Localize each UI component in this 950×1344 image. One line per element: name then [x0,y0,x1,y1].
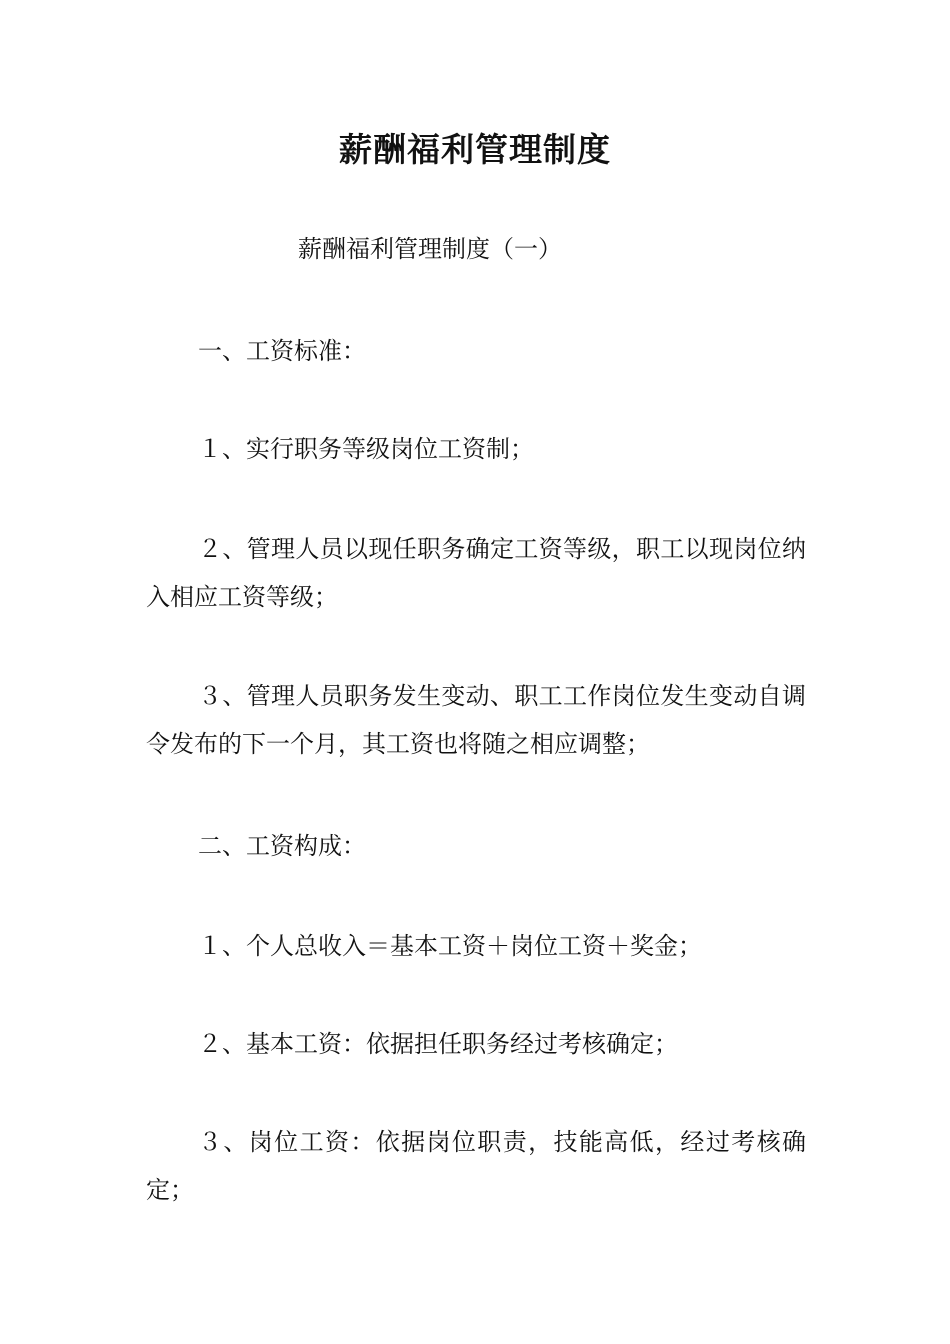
paragraph-item: １、实行职务等级岗位工资制； [198,435,534,463]
paragraph-item: ２、基本工资：依据担任职务经过考核确定； [198,1030,678,1058]
paragraph-item: ２、管理人员以现任职务确定工资等级，职工以现岗位纳入相应工资等级； [146,535,806,611]
paragraph-item: ３、岗位工资：依据岗位职责，技能高低，经过考核确定； [146,1128,806,1204]
paragraph-item: ３、管理人员职务发生变动、职工工作岗位发生变动自调令发布的下一个月，其工资也将随之相应调整； [146,682,806,758]
section-heading-salary-standard: 一、工资标准： [198,337,366,365]
section-heading-salary-structure: 二、工资构成： [198,832,366,860]
paragraph-item: １、个人总收入＝基本工资＋岗位工资＋奖金； [198,932,702,960]
document-title: 薪酬福利管理制度 [339,130,611,169]
document-subtitle: 薪酬福利管理制度（一） [298,235,562,263]
